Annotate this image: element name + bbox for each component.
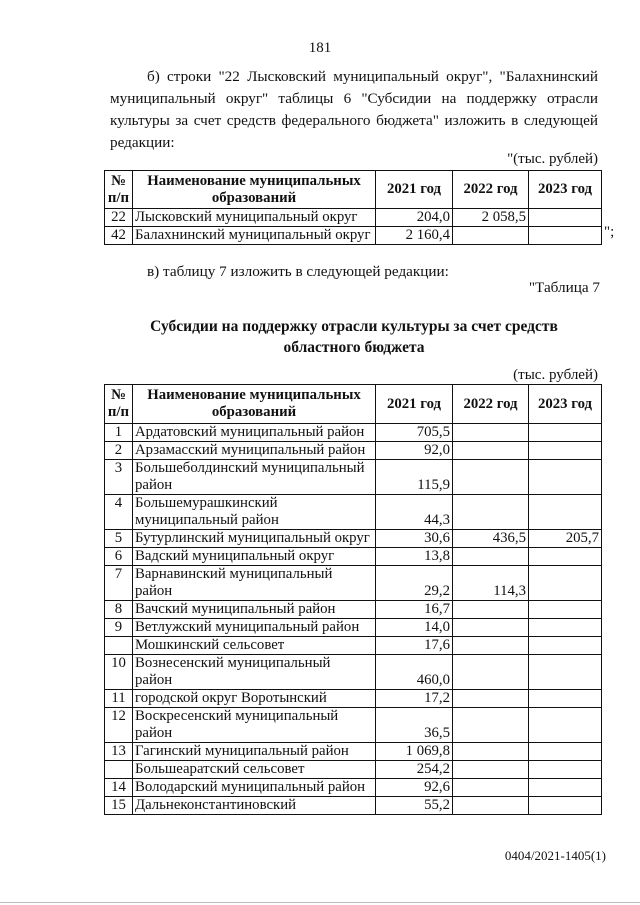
value-2023: 205,7 xyxy=(529,530,602,548)
value-2021: 55,2 xyxy=(376,797,453,815)
municipality-name-line: Ардатовский муниципальный район xyxy=(135,424,365,440)
col-header-num: № п/п xyxy=(105,385,133,424)
row-number: 15 xyxy=(105,797,133,815)
col-header-num: № п/п xyxy=(105,171,133,209)
paragraph-b-line: муниципальный округ" таблицы 6 "Субсидии на поддержку отрасли xyxy=(110,90,598,107)
value-2022 xyxy=(453,743,529,761)
value-2023 xyxy=(529,637,602,655)
paragraph-v: в) таблицу 7 изложить в следующей редакции: xyxy=(147,263,449,280)
municipality-name-line: район xyxy=(135,672,173,688)
value-2022 xyxy=(453,637,529,655)
table-row xyxy=(105,548,602,566)
value-2021: 2 160,4 xyxy=(376,227,453,245)
value-2023 xyxy=(529,779,602,797)
municipality-name-line: Вачский муниципальный район xyxy=(135,601,336,617)
value-2023 xyxy=(529,548,602,566)
table-row xyxy=(105,601,602,619)
row-number: 9 xyxy=(105,619,133,637)
col-header-name: Наименование муниципальных образований xyxy=(133,385,376,424)
value-2022 xyxy=(453,708,529,743)
col-header-2022: 2022 год xyxy=(453,385,529,424)
row-number: 5 xyxy=(105,530,133,548)
table-row xyxy=(105,460,602,495)
col-header-2023: 2023 год xyxy=(529,171,602,209)
paragraph-b-line: культуры за счет средств федерального бюджета" изложить в следующей xyxy=(110,112,598,129)
value-2022 xyxy=(453,227,529,245)
footer-document-code: 0404/2021-1405(1) xyxy=(504,848,606,863)
value-2023 xyxy=(529,690,602,708)
value-2023 xyxy=(529,209,602,227)
municipality-name-line: Большемурашкинский xyxy=(135,495,278,511)
row-number xyxy=(105,761,133,779)
row-number xyxy=(105,637,133,655)
table-row xyxy=(105,743,602,761)
row-number: 8 xyxy=(105,601,133,619)
table6-closing-mark: "; xyxy=(604,224,615,240)
table7 xyxy=(104,384,602,815)
value-2022 xyxy=(453,655,529,690)
municipality-name-line: район xyxy=(135,725,173,741)
municipality-name-line: муниципальный район xyxy=(135,512,279,528)
municipality-name xyxy=(133,655,376,690)
value-2022 xyxy=(453,779,529,797)
municipality-name xyxy=(133,743,376,761)
paragraph-b-line: редакции: xyxy=(110,134,175,151)
value-2021: 92,6 xyxy=(376,779,453,797)
municipality-name-line: Дальнеконстантиновский xyxy=(135,797,297,813)
municipality-name-line: Ветлужский муниципальный район xyxy=(135,619,360,635)
municipality-name xyxy=(133,779,376,797)
value-2021: 17,2 xyxy=(376,690,453,708)
value-2023 xyxy=(529,655,602,690)
value-2023 xyxy=(529,460,602,495)
row-number: 22 xyxy=(105,209,133,227)
value-2023 xyxy=(529,743,602,761)
value-2023 xyxy=(529,227,602,245)
col-header-2023: 2023 год xyxy=(529,385,602,424)
row-number: 6 xyxy=(105,548,133,566)
value-2021: 705,5 xyxy=(376,424,453,442)
value-2023 xyxy=(529,761,602,779)
value-2021: 254,2 xyxy=(376,761,453,779)
table7-units: (тыс. рублей) xyxy=(513,367,598,383)
value-2021: 30,6 xyxy=(376,530,453,548)
value-2021: 16,7 xyxy=(376,601,453,619)
municipality-name-line: городской округ Воротынский xyxy=(135,690,327,706)
value-2021: 29,2 xyxy=(376,566,453,601)
table-row xyxy=(105,655,602,690)
municipality-name-line: Мошкинский сельсовет xyxy=(135,637,285,653)
value-2023 xyxy=(529,566,602,601)
municipality-name xyxy=(133,637,376,655)
value-2022 xyxy=(453,797,529,815)
municipality-name-line: район xyxy=(135,583,173,599)
table-row xyxy=(105,227,602,245)
municipality-name xyxy=(133,566,376,601)
municipality-name xyxy=(133,619,376,637)
table-row xyxy=(105,637,602,655)
value-2023 xyxy=(529,424,602,442)
value-2021: 13,8 xyxy=(376,548,453,566)
paragraph-b xyxy=(110,66,598,154)
municipality-name xyxy=(133,460,376,495)
value-2022 xyxy=(453,548,529,566)
row-number: 1 xyxy=(105,424,133,442)
table-row xyxy=(105,442,602,460)
table7-header-row xyxy=(105,385,602,424)
row-number: 3 xyxy=(105,460,133,495)
value-2022 xyxy=(453,690,529,708)
value-2023 xyxy=(529,495,602,530)
table6-units: "(тыс. рублей) xyxy=(507,151,598,167)
row-number: 42 xyxy=(105,227,133,245)
row-number: 14 xyxy=(105,779,133,797)
value-2023 xyxy=(529,708,602,743)
municipality-name-line: Арзамасский муниципальный район xyxy=(135,442,366,458)
value-2021: 1 069,8 xyxy=(376,743,453,761)
municipality-name-line: Вознесенский муниципальный xyxy=(135,655,331,671)
table-row xyxy=(105,708,602,743)
value-2022: 114,3 xyxy=(453,566,529,601)
value-2022 xyxy=(453,601,529,619)
table7-label: "Таблица 7 xyxy=(528,279,600,296)
municipality-name xyxy=(133,690,376,708)
value-2022 xyxy=(453,619,529,637)
municipality-name-line: Большеаратский сельсовет xyxy=(135,761,305,777)
municipality-name xyxy=(133,797,376,815)
table-row xyxy=(105,797,602,815)
table-row xyxy=(105,779,602,797)
municipality-name: Балахнинский муниципальный округ xyxy=(133,227,376,245)
municipality-name xyxy=(133,761,376,779)
municipality-name xyxy=(133,530,376,548)
table-row xyxy=(105,424,602,442)
municipality-name xyxy=(133,424,376,442)
table-row xyxy=(105,619,602,637)
value-2021: 204,0 xyxy=(376,209,453,227)
value-2021: 17,6 xyxy=(376,637,453,655)
table-row xyxy=(105,209,602,227)
municipality-name-line: Вадский муниципальный округ xyxy=(135,548,335,564)
row-number: 13 xyxy=(105,743,133,761)
row-number: 10 xyxy=(105,655,133,690)
table-row xyxy=(105,530,602,548)
municipality-name xyxy=(133,548,376,566)
value-2023 xyxy=(529,797,602,815)
table7-title: Субсидии на поддержку отрасли культуры за счет средств областного бюджета xyxy=(150,318,558,356)
table-row xyxy=(105,690,602,708)
value-2022 xyxy=(453,424,529,442)
row-number: 2 xyxy=(105,442,133,460)
value-2023 xyxy=(529,601,602,619)
municipality-name-line: район xyxy=(135,477,173,493)
value-2023 xyxy=(529,442,602,460)
value-2022 xyxy=(453,460,529,495)
value-2021: 115,9 xyxy=(376,460,453,495)
value-2022 xyxy=(453,761,529,779)
municipality-name: Лысковский муниципальный округ xyxy=(133,209,376,227)
value-2022: 2 058,5 xyxy=(453,209,529,227)
value-2021: 44,3 xyxy=(376,495,453,530)
table-row xyxy=(105,566,602,601)
value-2022 xyxy=(453,442,529,460)
value-2022 xyxy=(453,495,529,530)
value-2022: 436,5 xyxy=(453,530,529,548)
paragraph-b-line: б) строки "22 Лысковский муниципальный округ", "Балахнинский xyxy=(147,68,598,85)
table-row xyxy=(105,761,602,779)
col-header-2021: 2021 год xyxy=(376,385,453,424)
municipality-name-line: Варнавинский муниципальный xyxy=(135,566,333,582)
col-header-name: Наименование муниципальных образований xyxy=(133,171,376,209)
col-header-2021: 2021 год xyxy=(376,171,453,209)
municipality-name xyxy=(133,601,376,619)
row-number: 11 xyxy=(105,690,133,708)
scan-edge-line xyxy=(0,902,640,903)
municipality-name-line: Володарский муниципальный район xyxy=(135,779,366,795)
row-number: 7 xyxy=(105,566,133,601)
municipality-name xyxy=(133,495,376,530)
value-2023 xyxy=(529,619,602,637)
value-2021: 14,0 xyxy=(376,619,453,637)
row-number: 4 xyxy=(105,495,133,530)
municipality-name-line: Большеболдинский муниципальный xyxy=(135,460,365,476)
municipality-name-line: Бутурлинский муниципальный округ xyxy=(135,530,370,546)
value-2021: 36,5 xyxy=(376,708,453,743)
row-number: 12 xyxy=(105,708,133,743)
municipality-name xyxy=(133,708,376,743)
municipality-name xyxy=(133,442,376,460)
value-2021: 92,0 xyxy=(376,442,453,460)
page-number: 181 xyxy=(308,40,332,56)
municipality-name-line: Воскресенский муниципальный xyxy=(135,708,339,724)
municipality-name-line: Гагинский муниципальный район xyxy=(135,743,349,759)
table6 xyxy=(104,170,602,245)
table6-header-row xyxy=(105,171,602,209)
table-row xyxy=(105,495,602,530)
value-2021: 460,0 xyxy=(376,655,453,690)
col-header-2022: 2022 год xyxy=(453,171,529,209)
